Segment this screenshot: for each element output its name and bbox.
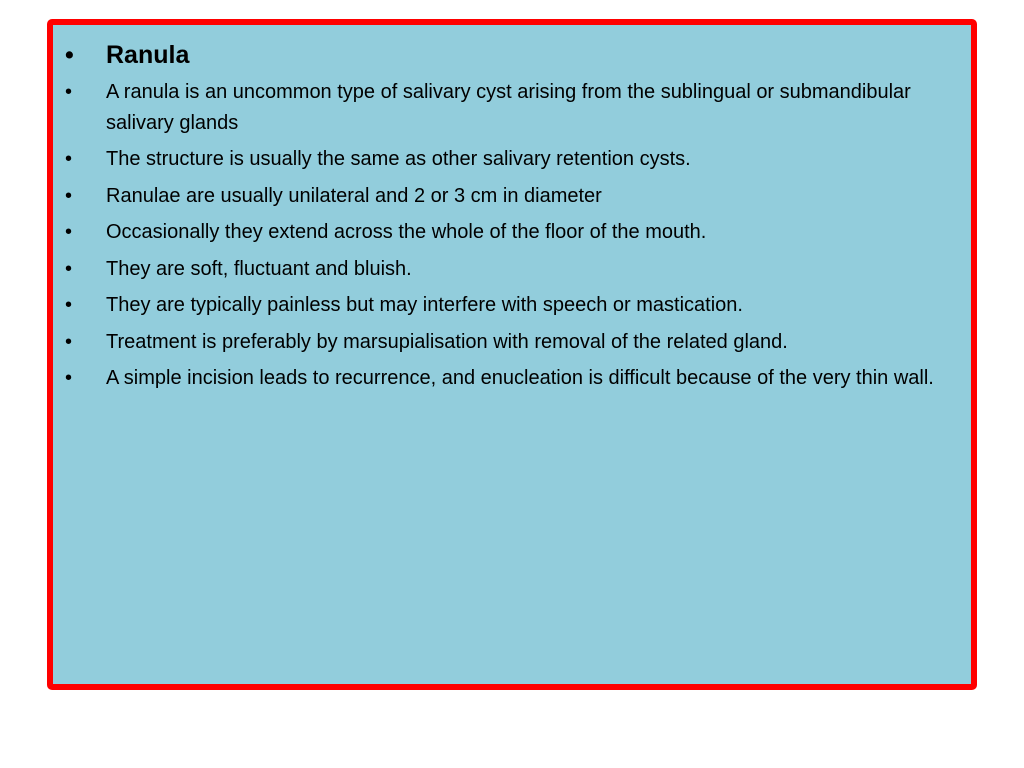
list-item: [61, 327, 941, 358]
bullet-marker: •: [65, 257, 73, 280]
bullet-marker: •: [65, 41, 74, 69]
bullet-marker: •: [65, 148, 73, 170]
bullet-text: A ranula is an uncommon type of salivary cyst arising from the sublingual or submandibular salivary glands: [106, 81, 911, 134]
bullet-text: They are soft, fluctuant and bluish.: [106, 257, 412, 280]
bullet-text: Treatment is preferably by marsupialisation with removal of the related gland.: [106, 330, 788, 353]
bullet-list: [61, 37, 941, 400]
bullet-marker: •: [65, 330, 73, 353]
list-item: [61, 254, 941, 285]
list-item: [61, 217, 941, 248]
bullet-text: Occasionally they extend across the whole of the floor of the mouth.: [106, 221, 707, 243]
bullet-text: Ranulae are usually unilateral and 2 or 3 cm in diameter: [106, 184, 602, 207]
bullet-marker: •: [65, 367, 73, 389]
list-item: [61, 144, 941, 175]
slide-content-box: [47, 19, 977, 690]
slide-title: Ranula: [106, 41, 190, 69]
list-item: [61, 290, 941, 321]
slide-title-item: [61, 37, 941, 73]
list-item: [61, 181, 941, 212]
bullet-text: They are typically painless but may interfere with speech or mastication.: [106, 294, 743, 316]
list-item: [61, 77, 941, 138]
bullet-text: The structure is usually the same as other salivary retention cysts.: [106, 148, 691, 170]
bullet-marker: •: [65, 294, 73, 316]
bullet-text: A simple incision leads to recurrence, and enucleation is difficult because of the very thin wall.: [106, 367, 934, 389]
bullet-marker: •: [65, 221, 73, 243]
bullet-marker: •: [65, 184, 73, 207]
list-item: [61, 363, 941, 394]
bullet-marker: •: [65, 81, 73, 103]
